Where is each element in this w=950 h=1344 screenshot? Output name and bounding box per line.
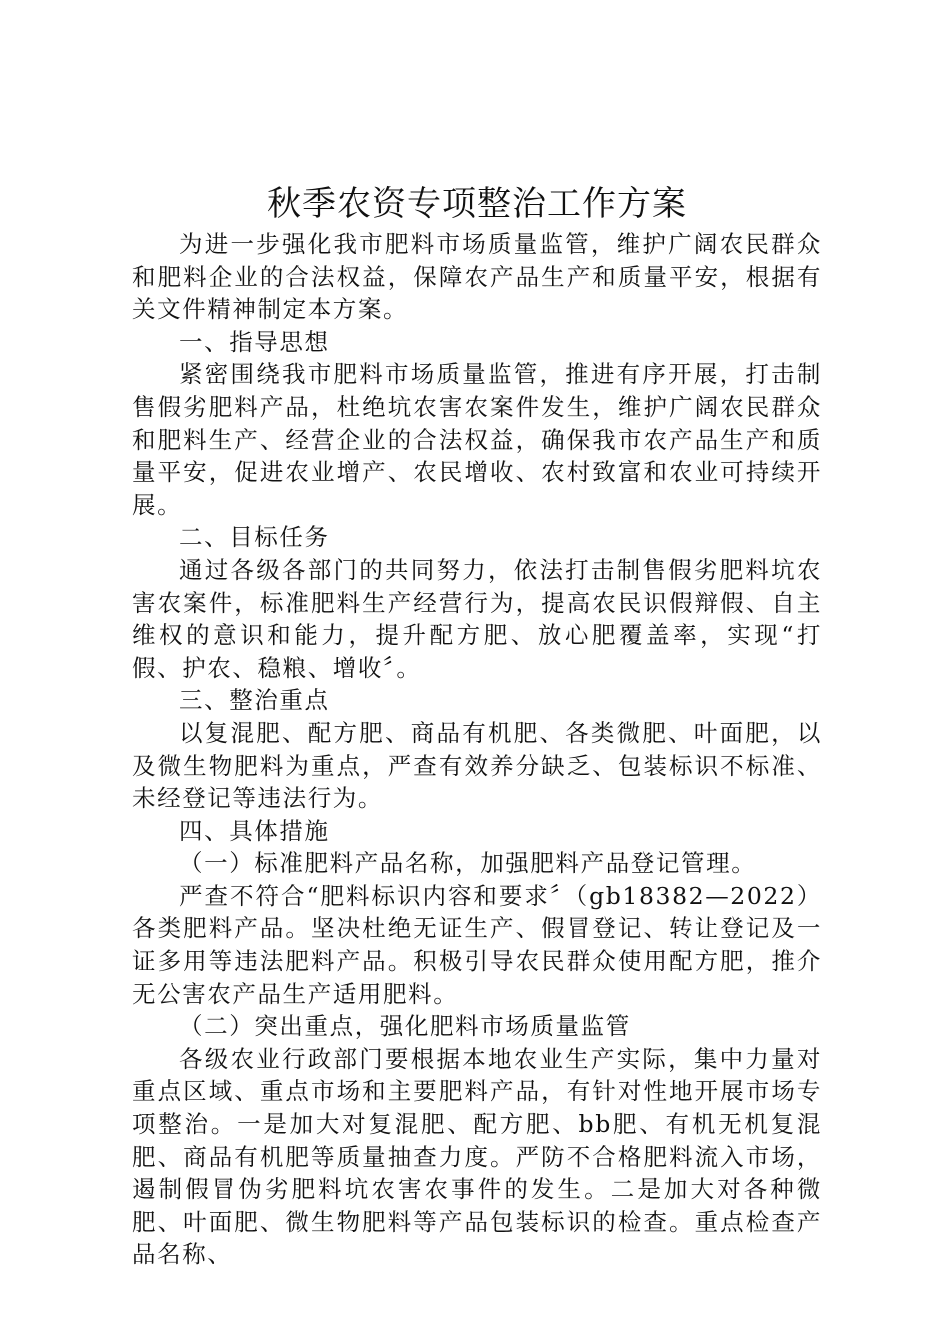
paragraph-guiding-ideology: 紧密围绕我市肥料市场质量监管，推进有序开展，打击制售假劣肥料产品，杜绝坑农害农案件发生，维护广阔农民群众和肥料生产、经营企业的合法权益，确保我市农产品生产和质量平安，促进农业增产、农民增收、农村致富和农业可持续开展。 xyxy=(132,360,822,519)
paragraph-key-focus: 以复混肥、配方肥、商品有机肥、各类微肥、叶面肥，以及微生物肥料为重点，严查有效养分缺乏、包装标识不标准、未经登记等违法行为。 xyxy=(132,718,822,813)
section-heading-1: 一、指导思想 xyxy=(179,327,330,356)
paragraph-intro: 为进一步强化我市肥料市场质量监管，维护广阔农民群众和肥料企业的合法权益，保障农产品生产和质量平安，根据有关文件精神制定本方案。 xyxy=(132,230,822,324)
subsection-heading-2: （二）突出重点，强化肥料市场质量监管 xyxy=(179,1012,631,1041)
document-title: 秋季农资专项整治工作方案 xyxy=(267,184,687,224)
section-heading-3: 三、整治重点 xyxy=(179,686,330,715)
document-page xyxy=(132,180,822,1271)
paragraph-market-supervision: 各级农业行政部门要根据本地农业生产实际，集中力量对重点区域、重点市场和主要肥料产品，有针对性地开展市场专项整治。一是加大对复混肥、配方肥、bb肥、有机无机复混肥、商品有机肥等质量抽查力度。严防不合格肥料流入市场，遏制假冒伪劣肥料坑农害农事件的发生。二是加大对各种微肥、叶面肥、微生物肥料等产品包装标识的检查。重点检查产品名称、 xyxy=(132,1044,822,1269)
section-heading-4: 四、具体措施 xyxy=(179,816,330,845)
section-heading-2: 二、目标任务 xyxy=(179,523,330,552)
document-body xyxy=(132,228,822,1271)
subsection-heading-1: （一）标准肥料产品名称，加强肥料产品登记管理。 xyxy=(179,849,757,878)
paragraph-objectives: 通过各级各部门的共同努力，依法打击制售假劣肥料坑农害农案件，标准肥料生产经营行为，提高农民识假辩假、自主维权的意识和能力，提升配方肥、放心肥覆盖率，实现“打假、护农、稳粮、增收〞。 xyxy=(132,555,822,682)
paragraph-registration: 严查不符合“肥料标识内容和要求〞（gb18382—2022）各类肥料产品。坚决杜绝无证生产、假冒登记、转让登记及一证多用等违法肥料产品。积极引导农民群众使用配方肥，推介无公害农产品生产适用肥料。 xyxy=(132,881,822,1008)
